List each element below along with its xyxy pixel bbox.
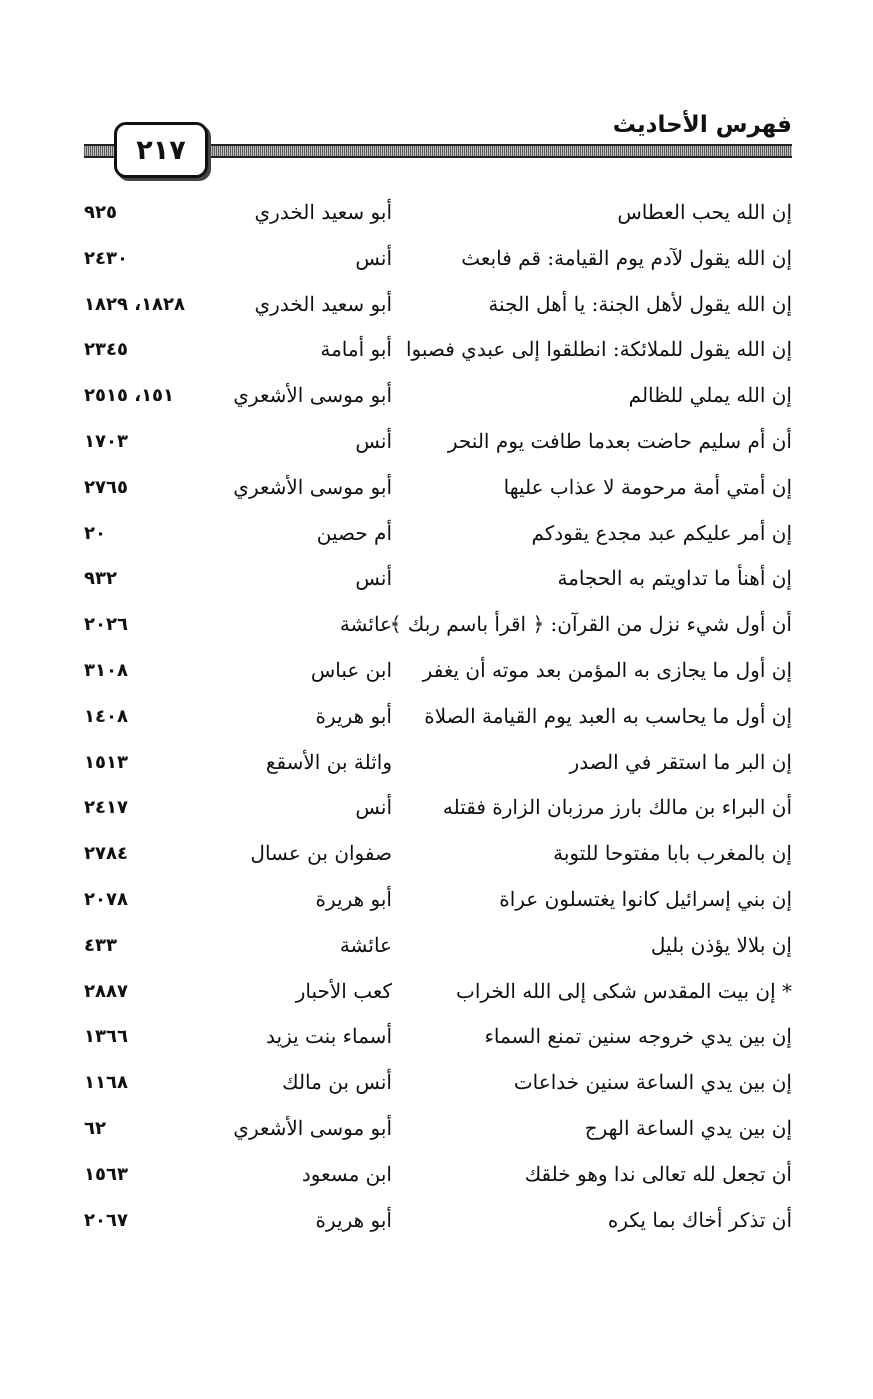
hadith-text: أن أم سليم حاضت بعدما طافت يوم النحر: [447, 428, 792, 453]
hadith-text: إن الله يقول لأهل الجنة: يا أهل الجنة: [488, 291, 792, 316]
hadith-text: إن البر ما استقر في الصدر: [569, 749, 792, 774]
hadith-number: ٢٠٧٨: [84, 888, 128, 910]
hadith-text: إن الله يقول للملائكة: انطلقوا إلى عبدي فصبوا: [406, 337, 792, 362]
hadith-text: * إن بيت المقدس شكى إلى الله الخراب: [456, 978, 792, 1003]
hadith-number: ٢٣٤٥: [84, 339, 128, 361]
hadith-number: ٤٣٣: [84, 934, 117, 956]
hadith-text: أن تجعل لله تعالى ندا وهو خلقك: [524, 1161, 792, 1186]
hadith-text: إن بالمغرب بابا مفتوحا للتوبة: [553, 841, 792, 866]
narrator-name: ابن مسعود: [301, 1161, 392, 1186]
index-row: [84, 877, 792, 923]
index-row: [84, 1014, 792, 1060]
hadith-number: ١٥٦٣: [84, 1163, 128, 1185]
narrator-name: أبو سعيد الخدري: [254, 200, 392, 224]
narrator-name: أنس بن مالك: [282, 1070, 392, 1095]
index-row: [84, 1060, 792, 1106]
hadith-number: ٢٤١٧: [84, 797, 128, 819]
index-row: [84, 602, 792, 648]
narrator-name: عائشة: [339, 932, 392, 957]
hadith-text: إن بلالا يؤذن بليل: [650, 932, 792, 957]
index-row: [84, 648, 792, 694]
hadith-number: ٢٧٦٥: [84, 476, 128, 498]
index-row: [84, 465, 792, 511]
narrator-name: أنس: [355, 245, 392, 270]
narrator-name: أبو أمامة: [320, 337, 392, 362]
hadith-number: ٩٢٥: [84, 202, 117, 223]
page-number: ٢١٧: [136, 134, 186, 166]
narrator-name: ابن عباس: [310, 657, 392, 682]
narrator-name: أنس: [355, 428, 392, 453]
hadith-text: أن البراء بن مالك بارز مرزبان الزارة فقتله: [442, 795, 792, 820]
hadith-text: إن أهنأ ما تداويتم به الحجامة: [557, 566, 792, 591]
index-row: [84, 190, 792, 236]
hadith-text: إن الله يحب العطاس: [617, 200, 792, 224]
hadith-text: إن أول ما يجازى به المؤمن بعد موته أن يغفر: [422, 657, 792, 682]
hadith-number: ١٤٠٨: [84, 705, 128, 727]
hadith-number: ٦٢: [84, 1117, 106, 1139]
narrator-name: أبو موسى الأشعري: [233, 383, 392, 408]
hadith-text: إن بين يدي خروجه سنين تمنع السماء: [484, 1024, 792, 1049]
hadith-number: ١٥١، ٢٥١٥: [84, 385, 175, 407]
index-row: [84, 1198, 792, 1244]
hadith-number: ١١٦٨: [84, 1072, 128, 1094]
hadith-text: إن الله يملي للظالم: [628, 383, 792, 408]
hadith-number: ١٥١٣: [84, 751, 128, 773]
hadith-number: ٣١٠٨: [84, 659, 128, 681]
hadith-text: أن أول شيء نزل من القرآن: ﴿ اقرأ باسم ربك ﴾: [389, 612, 792, 637]
index-row: [84, 1152, 792, 1198]
index-row: [84, 1106, 792, 1152]
page-number-box: [114, 122, 208, 178]
hadith-text: إن أمر عليكم عبد مجدع يقودكم: [531, 520, 792, 545]
hadith-text: إن بني إسرائيل كانوا يغتسلون عراة: [499, 886, 792, 911]
hadith-number: ٢٧٨٤: [84, 843, 128, 865]
index-row: [84, 923, 792, 969]
index-row: [84, 785, 792, 831]
narrator-name: أبو سعيد الخدري: [254, 291, 392, 316]
hadith-text: إن الله يقول لآدم يوم القيامة: قم فابعث: [461, 245, 792, 270]
narrator-name: أبو موسى الأشعري: [233, 474, 392, 499]
index-row: [84, 740, 792, 786]
index-row: [84, 556, 792, 602]
hadith-index-list: [84, 190, 792, 1243]
hadith-number: ١٣٦٦: [84, 1026, 128, 1048]
narrator-name: واثلة بن الأسقع: [265, 749, 392, 774]
index-row: [84, 236, 792, 282]
index-row: [84, 373, 792, 419]
index-row: [84, 694, 792, 740]
index-row: [84, 327, 792, 373]
narrator-name: أبو هريرة: [315, 886, 392, 911]
hadith-number: ١٨٢٨، ١٨٢٩: [84, 293, 186, 315]
index-row: [84, 831, 792, 877]
hadith-text: إن أمتي أمة مرحومة لا عذاب عليها: [503, 474, 792, 499]
running-title: فهرس الأحاديث: [607, 108, 792, 142]
hadith-number: ٢٠٦٧: [84, 1209, 128, 1231]
narrator-name: أسماء بنت يزيد: [266, 1024, 392, 1049]
hadith-text: أن تذكر أخاك بما يكره: [607, 1207, 792, 1232]
hadith-number: ١٧٠٣: [84, 430, 128, 452]
narrator-name: أبو موسى الأشعري: [233, 1115, 392, 1140]
narrator-name: أبو هريرة: [315, 1207, 392, 1232]
narrator-name: صفوان بن عسال: [250, 841, 392, 866]
hadith-number: ٩٣٢: [84, 568, 117, 590]
index-row: [84, 511, 792, 557]
hadith-number: ٢٨٨٧: [84, 980, 128, 1002]
hadith-number: ٢٠: [84, 522, 106, 544]
index-row: [84, 419, 792, 465]
index-row: [84, 282, 792, 328]
hadith-text: إن بين يدي الساعة الهرج: [584, 1115, 792, 1140]
narrator-name: أنس: [355, 795, 392, 820]
narrator-name: أنس: [355, 566, 392, 591]
index-row: [84, 969, 792, 1015]
hadith-number: ٢٠٢٦: [84, 614, 128, 636]
narrator-name: أم حصين: [316, 520, 392, 545]
narrator-name: أبو هريرة: [315, 703, 392, 728]
hadith-number: ٢٤٣٠: [84, 247, 128, 269]
hadith-text: إن بين يدي الساعة سنين خداعات: [513, 1070, 792, 1095]
page-header: [84, 108, 792, 170]
hadith-text: إن أول ما يحاسب به العبد يوم القيامة الصلاة: [424, 703, 792, 728]
narrator-name: عائشة: [339, 612, 392, 637]
narrator-name: كعب الأحبار: [295, 978, 392, 1003]
